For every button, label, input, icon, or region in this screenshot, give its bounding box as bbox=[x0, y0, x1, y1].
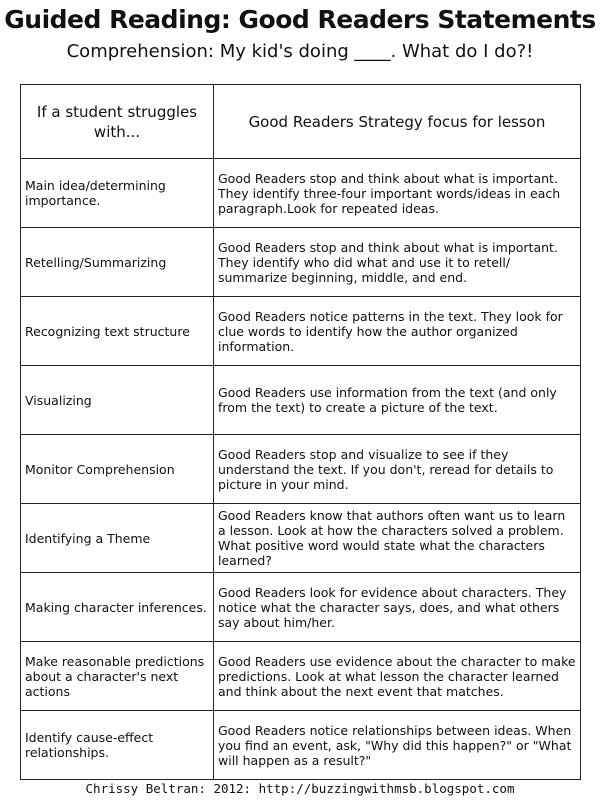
page-title: Guided Reading: Good Readers Statements bbox=[4, 5, 596, 34]
page-subtitle: Comprehension: My kid's doing ____. What do I do?! bbox=[66, 41, 534, 62]
struggle-cell: Making character inferences. bbox=[21, 573, 214, 642]
struggle-cell: Identify cause-effect relationships. bbox=[21, 711, 214, 780]
struggle-cell: Monitor Comprehension bbox=[21, 435, 214, 504]
strategy-cell: Good Readers use information from the text (and only from the text) to create a picture of the text. bbox=[214, 366, 581, 435]
strategy-cell: Good Readers stop and think about what is important. They identify who did what and use it to retell/ summarize beginning, middle, and end. bbox=[214, 228, 581, 297]
table-header-row bbox=[21, 85, 581, 159]
strategy-cell: Good Readers stop and think about what is important. They identify three-four important words/ideas in each paragraph.Look for repeated ideas. bbox=[214, 159, 581, 228]
struggle-cell: Visualizing bbox=[21, 366, 214, 435]
strategy-cell: Good Readers know that authors often want us to learn a lesson. Look at how the characters solved a problem. What positive word would state what the characters learned? bbox=[214, 504, 581, 573]
table-row bbox=[21, 297, 581, 366]
header-struggles: If a student struggles with... bbox=[21, 85, 214, 159]
struggle-cell: Identifying a Theme bbox=[21, 504, 214, 573]
footer-credit: Chrissy Beltran: 2012: http://buzzingwithmsb.blogspot.com bbox=[85, 781, 515, 796]
table-row bbox=[21, 159, 581, 228]
strategy-cell: Good Readers notice relationships between ideas. When you find an event, ask, "Why did this happen?" or "What will happen as a result?" bbox=[214, 711, 581, 780]
struggle-cell: Recognizing text structure bbox=[21, 297, 214, 366]
strategy-cell: Good Readers stop and visualize to see if they understand the text. If you don't, reread for details to picture in your mind. bbox=[214, 435, 581, 504]
strategy-cell: Good Readers look for evidence about characters. They notice what the character says, does, and what others say about him/her. bbox=[214, 573, 581, 642]
table-row bbox=[21, 642, 581, 711]
table-row bbox=[21, 504, 581, 573]
struggle-cell: Retelling/Summarizing bbox=[21, 228, 214, 297]
table-row bbox=[21, 366, 581, 435]
table-row bbox=[21, 435, 581, 504]
table-row bbox=[21, 573, 581, 642]
strategy-cell: Good Readers notice patterns in the text. They look for clue words to identify how the author organized information. bbox=[214, 297, 581, 366]
struggle-cell: Make reasonable predictions about a character's next actions bbox=[21, 642, 214, 711]
struggle-cell: Main idea/determining importance. bbox=[21, 159, 214, 228]
header-strategy: Good Readers Strategy focus for lesson bbox=[214, 85, 581, 159]
table-row bbox=[21, 228, 581, 297]
strategy-table bbox=[20, 84, 581, 780]
table-row bbox=[21, 711, 581, 780]
strategy-cell: Good Readers use evidence about the character to make predictions. Look at what lesson the character learned and think about the next event that matches. bbox=[214, 642, 581, 711]
